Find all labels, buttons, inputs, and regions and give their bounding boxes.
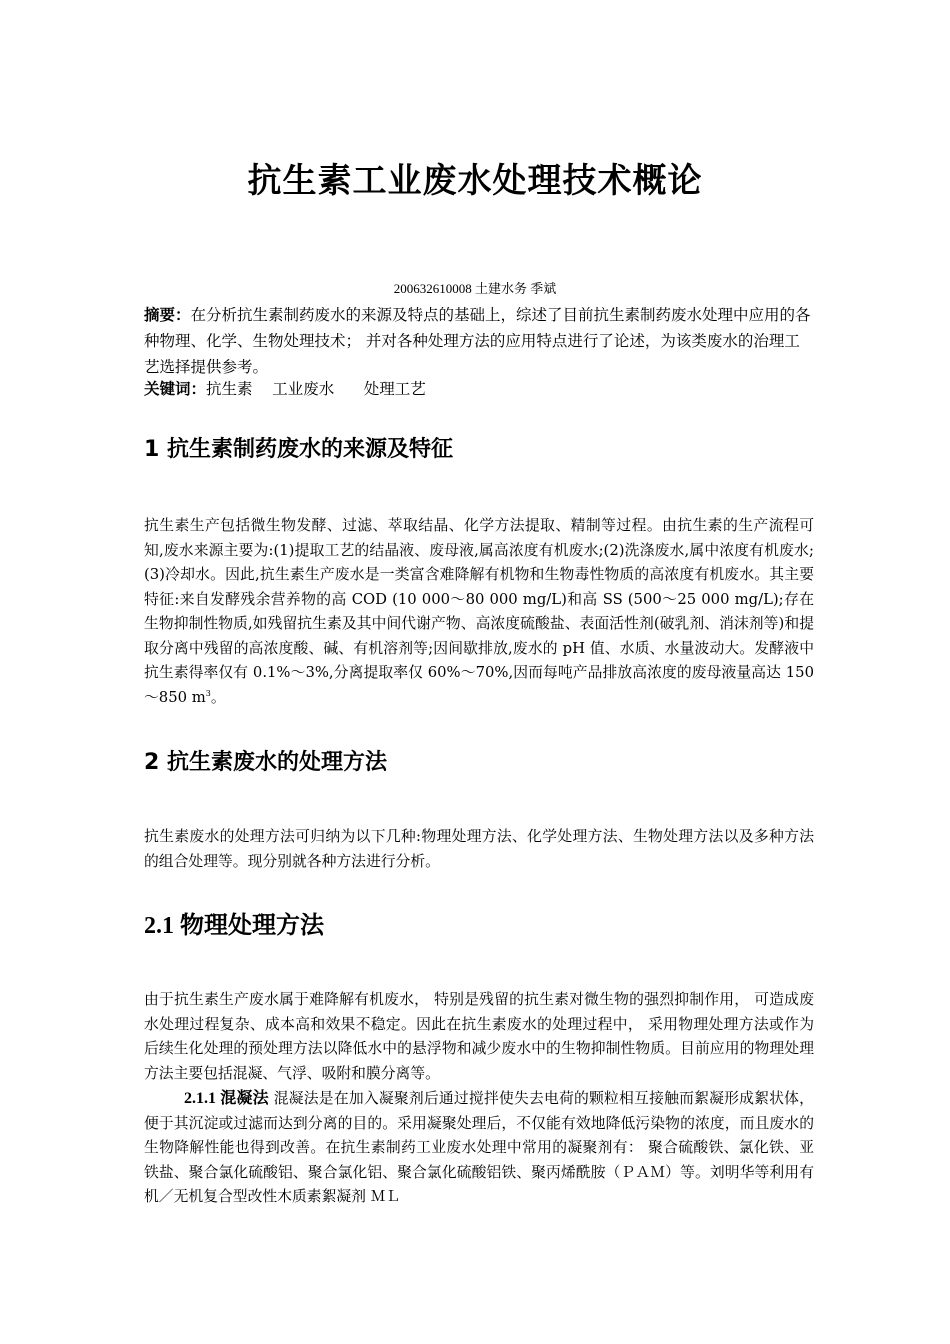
- section-1-body: [144, 514, 814, 710]
- document-title: 抗生素工业废水处理技术概论: [247, 161, 703, 201]
- abstract: [144, 302, 814, 380]
- section-1-end: 。: [210, 688, 226, 706]
- abstract-label: 摘要：: [144, 306, 191, 324]
- section-2-1-1-heading: 2.1.1 混凝法: [184, 1090, 269, 1107]
- keywords-text: 抗生素 工业废水 处理工艺: [206, 380, 426, 398]
- section-2-body: 抗生素废水的处理方法可归纳为以下几种:物理处理方法、化学处理方法、生物处理方法以及多种方法的组合处理等。现分别就各种方法进行分析。: [144, 828, 814, 870]
- section-2-1-heading: 2.1 物理处理方法: [144, 913, 324, 939]
- section-2-heading: 2 抗生素废水的处理方法: [144, 750, 387, 775]
- section-1-text: 抗生素生产包括微生物发酵、过滤、萃取结晶、化学方法提取、精制等过程。由抗生素的生产流程可知,废水来源主要为:(1)提取工艺的结晶液、废母液,属高浓度有机废水;(2)洗涤废水,属中浓度有机废水;(3)冷却水。因此,抗生素生产废水是一类富含难降解有机物和生物毒性物质的高浓度有机废水。其主要特征:来自发酵残余营养物的高 COD (10 000～80 000 mg/L)和高 SS (500～25 000 mg/L);存在生物抑制性物质,如残留抗生素及其中间代谢产物、高浓度硫酸盐、表面活性剂(破乳剂、消沫剂等)和提取分离中残留的高浓度酸、碱、有机溶剂等;因间歇排放,废水的 pH 值、水质、水量波动大。发酵液中抗生素得率仅有 0.1%～3%,分离提取率仅 60%～70%,因而每吨产品排放高浓度的废母液量高达 150～850 m: [144, 517, 814, 706]
- unit-superscript: 3: [205, 688, 211, 698]
- section-2-1-1-paragraph: [144, 1087, 814, 1210]
- section-2-1-1-text: 混凝法是在加入凝聚剂后通过搅拌使失去电荷的颗粒相互接触而絮凝形成絮状体，便于其沉淀或过滤而达到分离的目的。采用凝聚处理后，不仅能有效地降低污染物的浓度，而且废水的生物降解性能也得到改善。在抗生素制药工业废水处理中常用的凝聚剂有： 聚合硫酸铁、氯化铁、亚铁盐、聚合氯化硫酸铝、聚合氯化铝、聚合氯化硫酸铝铁、聚丙烯酰胺（ＰＡＭ）等。刘明华等利用有机／无机复合型改性木质素絮凝剂 ＭＬ: [144, 1090, 814, 1205]
- section-1-heading: 1 抗生素制药废水的来源及特征: [144, 437, 453, 462]
- abstract-text: 在分析抗生素制药废水的来源及特点的基础上，综述了目前抗生素制药废水处理中应用的各种物理、化学、生物处理技术； 并对各种处理方法的应用特点进行了论述，为该类废水的治理工艺选择提供参考。: [144, 306, 811, 376]
- author-line: 200632610008 土建水务 季斌: [393, 281, 557, 296]
- keywords-label: 关键词：: [144, 380, 207, 398]
- keywords: [144, 376, 814, 402]
- section-2-1-body: 由于抗生素生产废水属于难降解有机废水， 特别是残留的抗生素对微生物的强烈抑制作用， 可造成废水处理过程复杂、成本高和效果不稳定。因此在抗生素废水的处理过程中， 采用物理处理方法或作为后续生化处理的预处理方法以降低水中的悬浮物和减少废水中的生物抑制性物质。目前应用的物理处理方法主要包括混凝、气浮、吸附和膜分离等。: [144, 991, 814, 1082]
